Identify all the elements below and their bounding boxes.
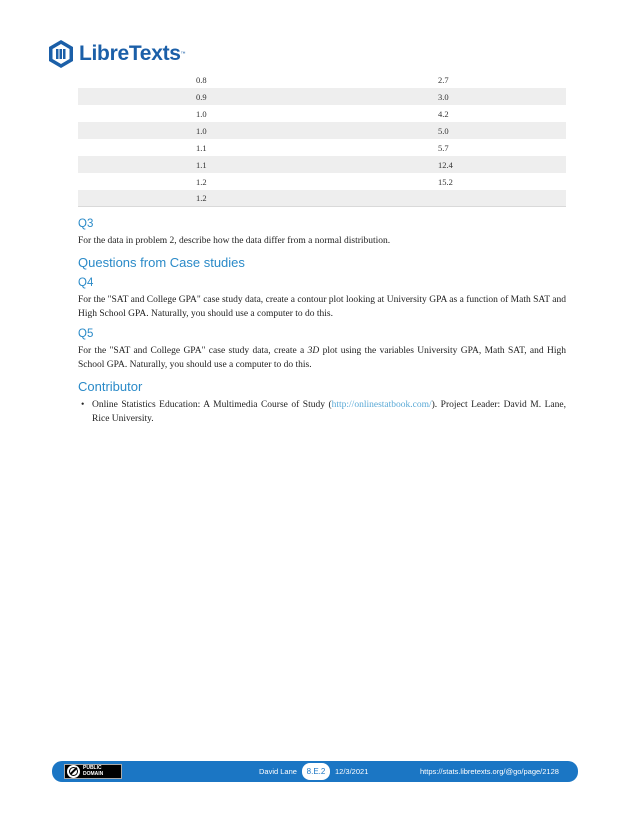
logo-text: LibreTexts bbox=[79, 42, 181, 65]
q3-text: For the data in problem 2, describe how the data differ from a normal distribution. bbox=[78, 236, 391, 246]
table-row bbox=[78, 139, 566, 156]
table-cell: 12.4 bbox=[438, 159, 453, 170]
table-cell: 1.2 bbox=[196, 176, 207, 187]
table-cell: 5.0 bbox=[438, 125, 449, 136]
public-domain-label bbox=[83, 766, 103, 777]
footer-author: David Lane bbox=[259, 767, 297, 776]
table-cell: 1.1 bbox=[196, 159, 207, 170]
table-cell: 3.0 bbox=[438, 91, 449, 102]
contributor-heading: Contributor bbox=[78, 379, 143, 394]
table-cell: 1.0 bbox=[196, 108, 207, 119]
table-cell: 2.7 bbox=[438, 74, 449, 85]
footer-date: 12/3/2021 bbox=[335, 767, 369, 776]
libretexts-logo[interactable] bbox=[46, 38, 186, 70]
table-cell: 4.2 bbox=[438, 108, 449, 119]
q5-text-after: plot using the variables University GPA, Math SAT, and High School GPA. Naturally, you should use a computer to do this. bbox=[78, 346, 566, 370]
table-cell: 1.2 bbox=[196, 193, 207, 203]
data-table bbox=[78, 71, 566, 207]
table-cell: 5.7 bbox=[438, 142, 449, 153]
table-row bbox=[78, 71, 566, 88]
page-footer bbox=[52, 761, 578, 782]
logo-trademark: ™ bbox=[180, 51, 186, 57]
contributor-list bbox=[78, 398, 566, 426]
public-domain-icon bbox=[67, 765, 80, 778]
table-row bbox=[78, 88, 566, 105]
table-row bbox=[78, 156, 566, 173]
q5-heading: Q5 bbox=[78, 328, 94, 340]
badge-line2: DOMAIN bbox=[83, 770, 104, 777]
list-item bbox=[78, 398, 566, 426]
libretexts-hex-icon bbox=[46, 39, 76, 69]
footer-url[interactable]: https://stats.libretexts.org/@go/page/2128 bbox=[420, 767, 559, 776]
q5-math-3d: 3D bbox=[307, 346, 320, 356]
table-row bbox=[78, 105, 566, 122]
q4-text: For the "SAT and College GPA" case study data, create a contour plot looking at University GPA as a function of Math SAT and High School GPA. Naturally, you should use a computer to do this. bbox=[78, 295, 566, 319]
case-studies-heading: Questions from Case studies bbox=[78, 255, 245, 270]
contributor-text bbox=[92, 398, 566, 426]
contributor-before: Online Statistics Education: A Multimedia Course of Study ( bbox=[92, 400, 332, 410]
contributor-after: ). Project Leader: David M. Lane, Rice University. bbox=[92, 400, 566, 424]
table-cell: 0.9 bbox=[196, 91, 207, 102]
table-cell: 1.1 bbox=[196, 142, 207, 153]
table-row bbox=[78, 173, 566, 190]
onlinestatbook-link[interactable]: http://onlinestatbook.com/ bbox=[331, 400, 432, 410]
bullet-icon: • bbox=[81, 400, 85, 410]
table-cell: 15.2 bbox=[438, 176, 453, 187]
public-domain-badge[interactable] bbox=[64, 764, 122, 779]
q3-heading: Q3 bbox=[78, 218, 94, 230]
table-cell: 1.0 bbox=[196, 125, 207, 136]
footer-page-number: 8.E.2 bbox=[302, 763, 330, 780]
table-row bbox=[78, 122, 566, 139]
q5-text bbox=[78, 344, 566, 372]
q5-text-before: For the "SAT and College GPA" case study data, create a bbox=[78, 346, 308, 356]
table-row bbox=[78, 190, 566, 207]
badge-line1: PUBLIC bbox=[83, 765, 102, 771]
q4-heading: Q4 bbox=[78, 277, 94, 289]
table-cell: 0.8 bbox=[196, 74, 207, 85]
